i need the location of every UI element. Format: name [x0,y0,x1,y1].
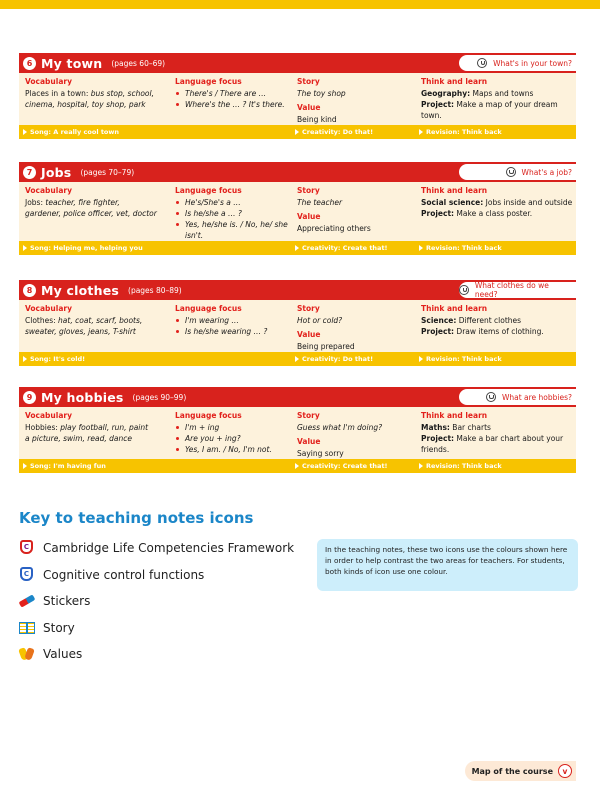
revision-link [415,355,576,363]
language-list [175,88,291,110]
key-title: Key to teaching notes icons [19,509,254,527]
top-yellow-bar [0,0,600,9]
value-text: Appreciating others [297,224,371,233]
language-column [169,411,291,459]
play-icon [419,463,423,469]
play-icon [419,356,423,362]
think-subject: Geography: [421,89,471,98]
lightbulb-icon [477,58,487,68]
unit-title: My hobbies [41,389,124,405]
value-text: Being prepared [297,342,355,351]
column-heading: Think and learn [421,186,488,195]
unit-header [19,387,576,407]
think-subject: Science: [421,316,457,325]
lightbulb-icon [459,285,469,295]
key-row-values [19,641,294,668]
clc-shield-icon: C [19,540,35,556]
column-heading: Story [297,411,320,420]
think-column [415,186,576,241]
key-label: Story [43,620,75,635]
think-column [415,77,576,125]
language-item: There's / There are … [175,88,291,99]
big-question [459,55,576,71]
question-text: What clothes do we need? [474,281,549,299]
think-text: Jobs inside and outside [483,198,573,207]
think-subject: Maths: [421,423,450,432]
vocab-words: bus stop, school, [90,89,154,98]
language-list [175,197,291,241]
revision-link [415,128,576,136]
column-heading: Language focus [175,186,242,195]
cognitive-shield-icon: C [19,567,35,583]
lightbulb-icon [506,167,516,177]
story-column [291,304,415,352]
revision-text: Revision: Think back [426,244,502,252]
unit-footer [19,241,576,255]
vocab-words: play football, run, paint [60,423,149,432]
key-row-story [19,615,294,642]
play-icon [23,245,27,251]
vocab-words: teacher, fire fighter, [45,198,120,207]
story-title: The teacher [297,198,343,207]
column-heading: Think and learn [421,77,488,86]
story-column [291,186,415,241]
unit-number: 9 [23,391,36,404]
column-heading: Value [297,103,321,112]
think-subject: Project: [421,434,455,443]
story-title: Guess what I'm doing? [297,423,383,432]
language-item: Where's the … ? It's there. [175,99,291,110]
unit-header [19,280,576,300]
column-heading: Vocabulary [25,411,72,420]
language-item: Are you + ing? [175,433,291,444]
song-link [19,355,291,363]
vocab-words: a picture, swim, read, dance [25,434,132,443]
vocab-words: cinema, hospital, toy shop, park [25,100,146,109]
vocab-label: Places in a town: [25,89,91,98]
column-heading: Vocabulary [25,304,72,313]
language-item: He's/She's a … [175,197,291,208]
unit-block [19,387,576,473]
creativity-link [291,355,415,363]
think-text: Maps and towns [470,89,534,98]
key-label: Cognitive control functions [43,567,205,582]
unit-block [19,162,576,255]
unit-title: Jobs [41,164,72,180]
language-item: Yes, he/she is. / No, he/ she isn't. [175,219,291,241]
think-text: Make a class poster. [454,209,533,218]
story-column [291,411,415,459]
unit-pages: (pages 60–69) [111,58,166,68]
vocabulary-column [19,411,169,459]
think-text: Different clothes [456,316,522,325]
unit-body [19,300,576,352]
think-item [421,315,576,326]
think-subject: Project: [421,100,455,109]
unit-number: 7 [23,166,36,179]
column-heading: Language focus [175,77,242,86]
language-column [169,77,291,125]
think-text: Draw items of clothing. [454,327,544,336]
think-item [421,88,576,99]
story-column [291,77,415,125]
key-row-cognitive [19,562,294,589]
value-text: Being kind [297,115,337,124]
play-icon [23,356,27,362]
play-icon [295,245,299,251]
play-icon [23,129,27,135]
think-text: Bar charts [449,423,491,432]
unit-block [19,280,576,366]
key-list [19,535,294,668]
vocab-words: gardener, police officer, vet, doctor [25,209,157,218]
key-row-stickers [19,588,294,615]
vocab-words: hat, coat, scarf, boots, [58,316,143,325]
unit-footer [19,352,576,366]
value-text: Saying sorry [297,449,344,458]
column-heading: Story [297,304,320,313]
song-link [19,128,291,136]
column-heading: Vocabulary [25,77,72,86]
question-text: What's a job? [521,167,572,177]
vocabulary-column [19,186,169,241]
unit-header [19,53,576,73]
unit-body [19,407,576,459]
song-link [19,462,291,470]
key-label: Values [43,647,83,662]
unit-footer [19,125,576,139]
think-item [421,433,576,455]
unit-number: 8 [23,284,36,297]
creativity-text: Creativity: Create that! [302,244,388,252]
key-label: Cambridge Life Competencies Framework [43,541,295,556]
think-text: Make a bar chart about your friends. [421,434,564,454]
play-icon [295,463,299,469]
key-label: Stickers [43,594,91,609]
section-name: Map of the course [471,766,553,776]
language-column [169,186,291,241]
revision-link [415,462,576,470]
unit-title: My clothes [41,282,120,298]
think-item [421,99,576,121]
creativity-link [291,244,415,252]
column-heading: Think and learn [421,304,488,313]
column-heading: Language focus [175,304,242,313]
think-column [415,304,576,352]
play-icon [295,129,299,135]
story-title: The toy shop [297,89,346,98]
unit-body [19,182,576,241]
creativity-text: Creativity: Do that! [302,128,374,136]
song-text: Song: It's cold! [30,355,86,363]
creativity-text: Creativity: Create that! [302,462,388,470]
page-footer-tab [465,761,576,781]
book-icon [19,620,35,636]
creativity-link [291,128,415,136]
revision-text: Revision: Think back [426,355,502,363]
language-item: Is he/she wearing … ? [175,326,291,337]
question-text: What's in your town? [493,58,572,68]
language-list [175,315,291,337]
vocab-words: sweater, gloves, jeans, T-shirt [25,327,136,336]
column-heading: Value [297,330,321,339]
play-icon [295,356,299,362]
vocabulary-column [19,77,169,125]
language-list [175,422,291,455]
think-item [421,197,576,208]
teaching-note-box: In the teaching notes, these two icons use the colours shown here in order to help contrast the two areas for teachers. For students, both kinds of icon use one colour. [317,539,578,591]
key-row-clc [19,535,294,562]
think-subject: Project: [421,209,455,218]
vocab-label: Clothes: [25,316,59,325]
vocab-label: Jobs: [25,198,46,207]
song-text: Song: Helping me, helping you [30,244,143,252]
lightbulb-icon [486,392,496,402]
creativity-text: Creativity: Do that! [302,355,374,363]
think-subject: Social science: [421,198,484,207]
play-icon [419,129,423,135]
big-question [459,282,576,298]
column-heading: Vocabulary [25,186,72,195]
question-text: What are hobbies? [501,392,572,402]
language-column [169,304,291,352]
song-text: Song: A really cool town [30,128,120,136]
sticker-icon [19,593,35,609]
play-icon [419,245,423,251]
think-item [421,422,576,433]
big-question [459,164,576,180]
play-icon [23,463,27,469]
column-heading: Think and learn [421,411,488,420]
vocab-label: Hobbies: [25,423,61,432]
revision-link [415,244,576,252]
song-link [19,244,291,252]
story-title: Hot or cold? [297,316,343,325]
language-item: Yes, I am. / No, I'm not. [175,444,291,455]
vocabulary-column [19,304,169,352]
think-item [421,208,576,219]
language-item: I'm + ing [175,422,291,433]
language-item: Is he/she a … ? [175,208,291,219]
column-heading: Story [297,77,320,86]
think-item [421,326,576,337]
unit-pages: (pages 90–99) [132,392,187,402]
unit-title: My town [41,55,103,71]
unit-body [19,73,576,125]
revision-text: Revision: Think back [426,462,502,470]
song-text: Song: I'm having fun [30,462,106,470]
column-heading: Value [297,212,321,221]
column-heading: Story [297,186,320,195]
unit-block [19,53,576,139]
unit-number: 6 [23,57,36,70]
column-heading: Language focus [175,411,242,420]
think-text: Make a map of your dream town. [421,100,558,120]
column-heading: Value [297,437,321,446]
think-subject: Project: [421,327,455,336]
revision-text: Revision: Think back [426,128,502,136]
unit-pages: (pages 70–79) [80,167,135,177]
think-column [415,411,576,459]
unit-header [19,162,576,182]
unit-footer [19,459,576,473]
creativity-link [291,462,415,470]
hands-icon [19,646,35,662]
language-item: I'm wearing … [175,315,291,326]
unit-pages: (pages 80–89) [128,285,182,295]
big-question [459,389,576,405]
page-number: v [558,764,572,778]
